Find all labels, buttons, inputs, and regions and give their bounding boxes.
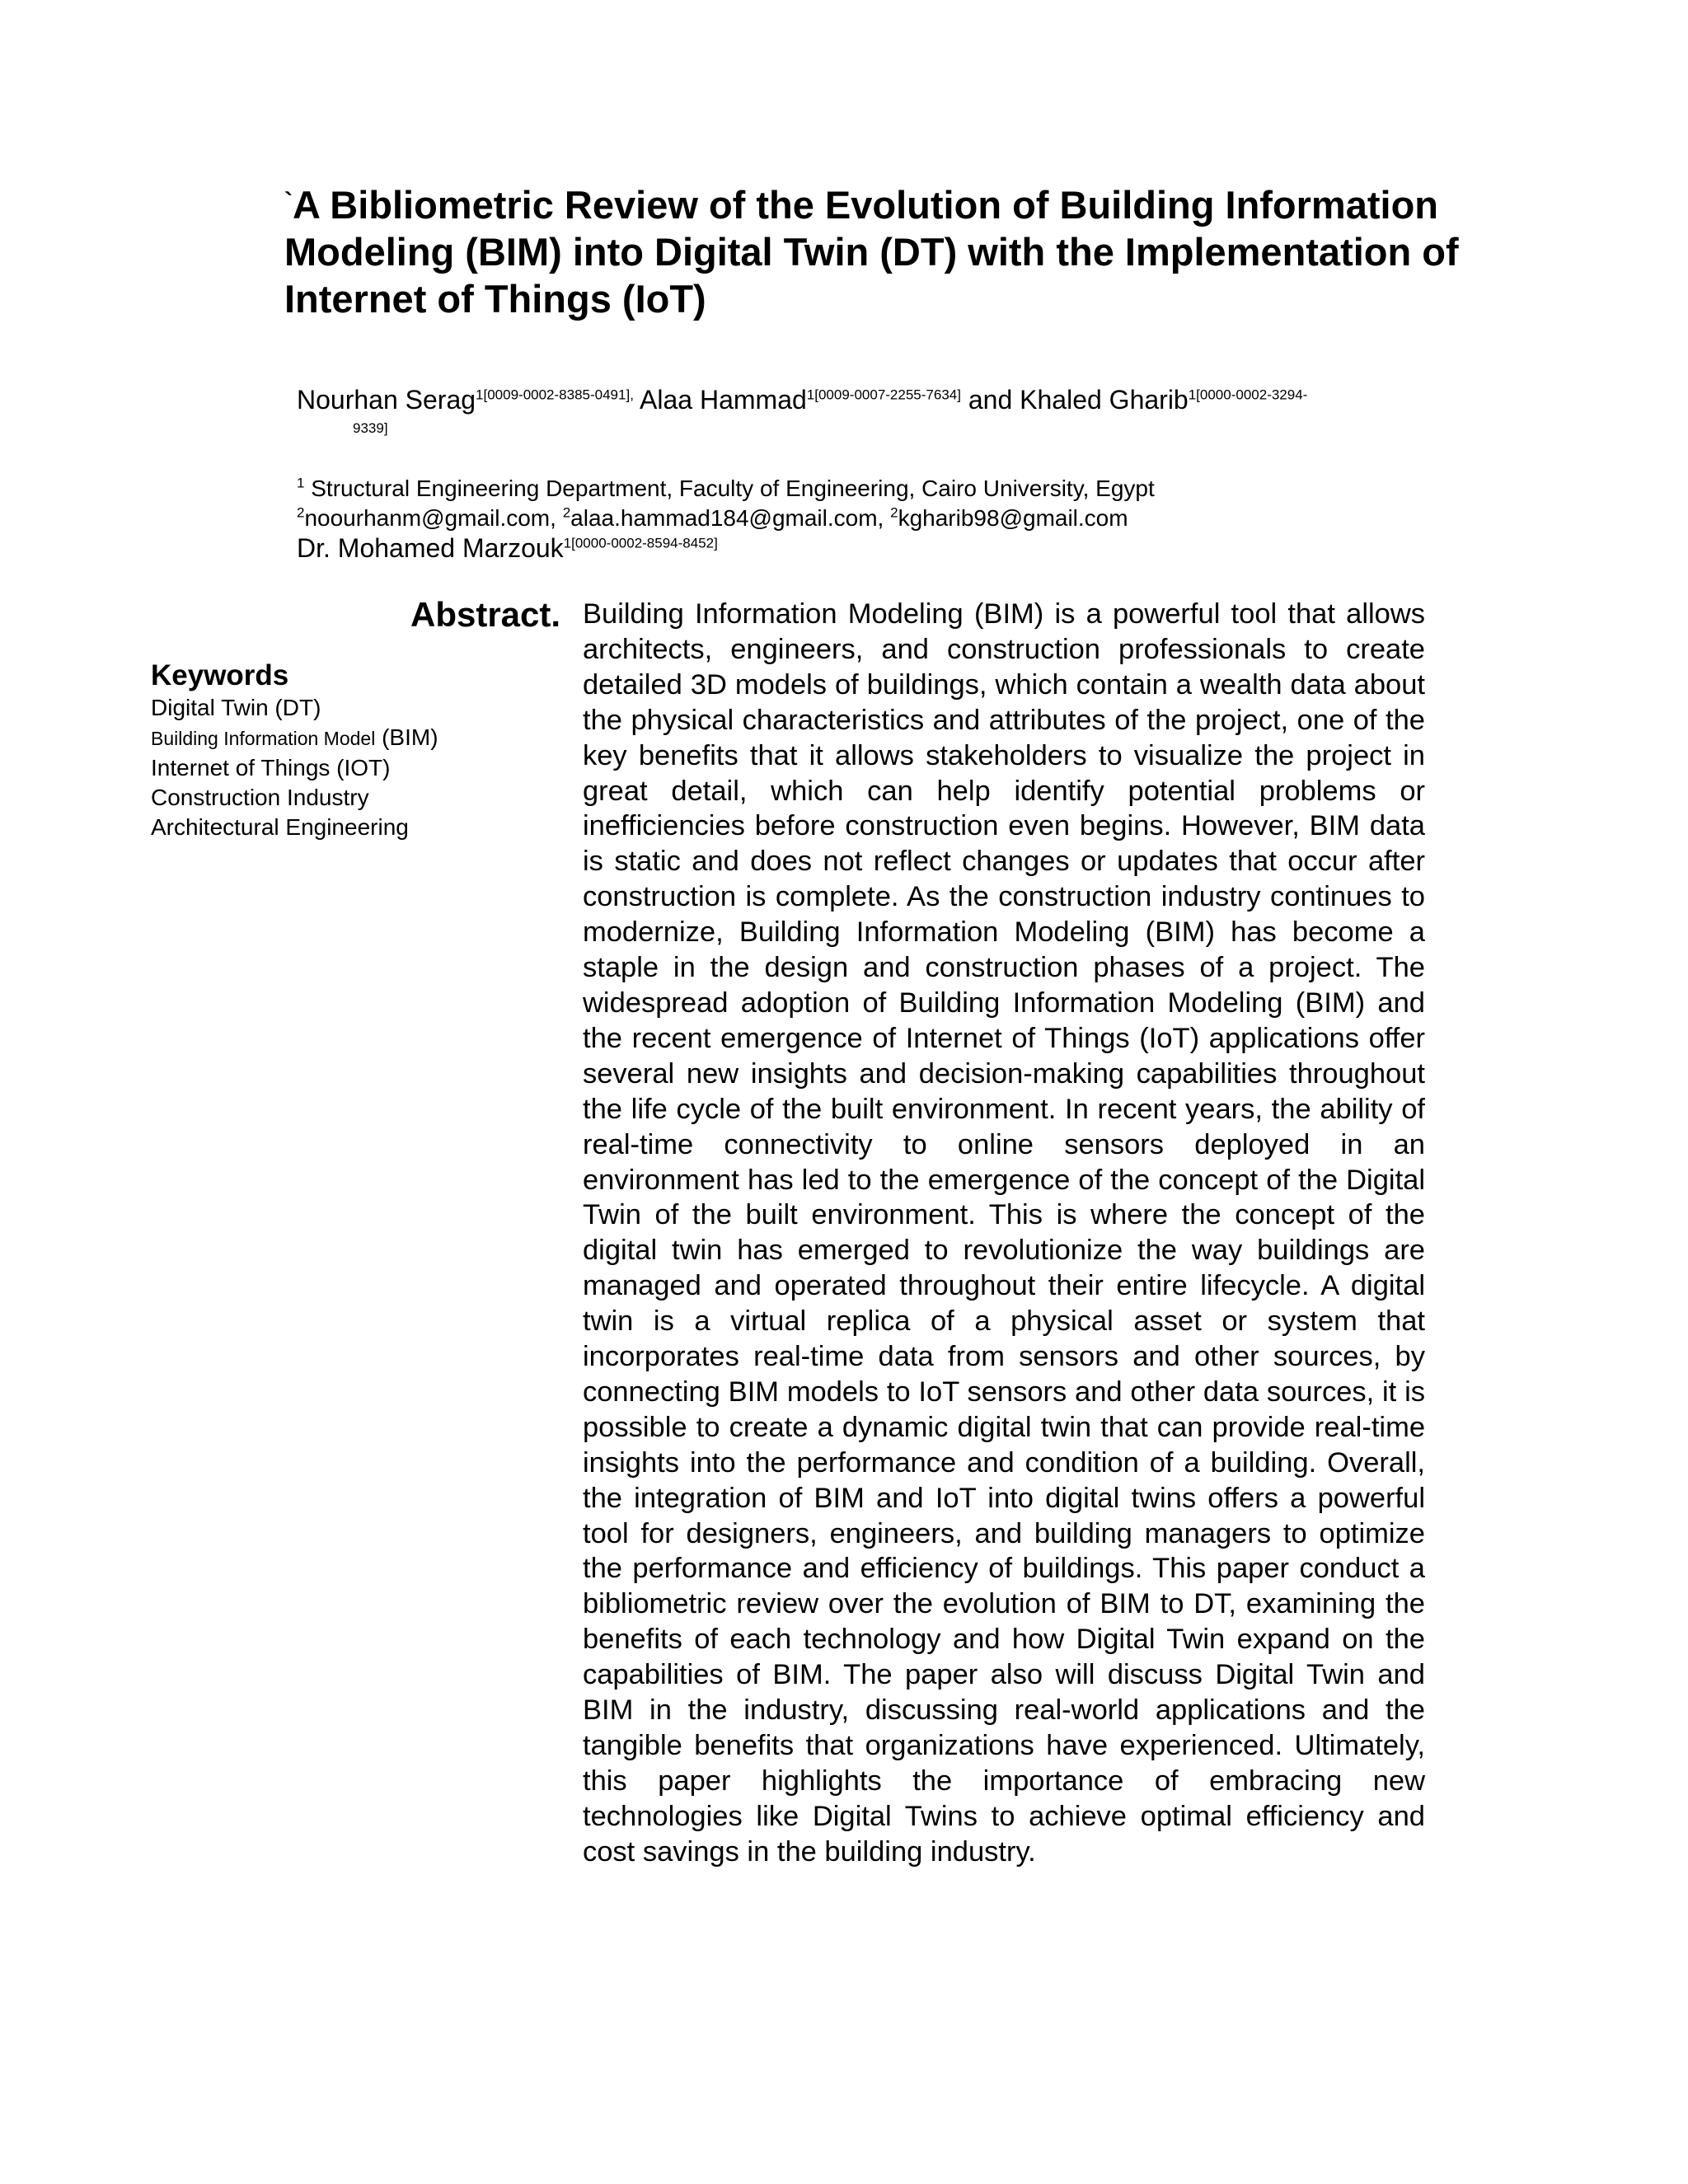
keywords-heading: Keywords — [151, 659, 289, 691]
keyword-item-text: (BIM) — [382, 724, 438, 750]
email-address: kgharib98@gmail.com — [898, 505, 1128, 531]
author-name: Khaled Gharib — [1020, 385, 1189, 415]
author-orcid: 1[0009-0007-2255-7634] — [806, 387, 961, 403]
keyword-item: Construction Industry — [151, 785, 369, 810]
author-name: Nourhan Serag — [297, 385, 476, 415]
affiliation-block — [297, 474, 1484, 563]
abstract-text: Building Information Modeling (BIM) is a powerful tool that allows architects, engineers, and construction professionals to create detailed 3D models of buildings, which contain a wealth data about the physical characteristics and attributes of the project, one of the key benefits that it allows stakeholders to visualize the project in great detail, which can help identify potential problems or inefficiencies before construction even begins. However, BIM data is static and does not reflect changes or updates that occur after construction is complete. As the construction industry continues to modernize, Building Information Modeling (BIM) has become a staple in the design and construction phases of a project. The widespread adoption of Building Information Modeling (BIM) and the recent emergence of Internet of Things (IoT) applications offer several new insights and decision-making capabilities throughout the life cycle of the built environment. In recent years, the ability of real-time connectivity to online sensors deployed in an environment has led to the emergence of the concept of the Digital Twin of the built environment. This is where the concept of the digital twin has emerged to revolutionize the way buildings are managed and operated throughout their entire lifecycle. A digital twin is a virtual replica of a physical asset or system that incorporates real-time data from sensors and other sources, by connecting BIM models to IoT sensors and other data sources, it is possible to create a dynamic digital twin that can provide real-time insights into the performance and condition of a building. Overall, the integration of BIM and IoT into digital twins offers a powerful tool for designers, engineers, and building managers to optimize the performance and efficiency of buildings. This paper conduct a bibliometric review over the evolution of BIM to DT, examining the benefits of each technology and how Digital Twin expand on the capabilities of BIM. The paper also will discuss Digital Twin and BIM in the industry, discussing real-world applications and the tangible benefits that organizations have experienced. Ultimately, this paper highlights the importance of embracing new technologies like Digital Twins to achieve optimal efficiency and cost savings in the building industry. — [583, 598, 1425, 1868]
keywords-sidebar — [151, 658, 513, 842]
paper-title-text: A Bibliometric Review of the Evolution of Building Information Modeling (BIM) into Digital Twin (DT) with the Implementation of Internet of Things (IoT) — [284, 183, 1459, 321]
author-orcid: 1[0009-0002-8385-0491], — [476, 387, 634, 403]
author-conjunction: and — [968, 385, 1013, 415]
email-address: alaa.hammad184@gmail.com, — [570, 505, 891, 531]
email-address: noourhanm@gmail.com, — [304, 505, 563, 531]
extra-author-name: Dr. Mohamed Marzouk — [297, 533, 564, 563]
email-line — [297, 504, 1484, 533]
orcid-continuation: 9339] — [353, 420, 388, 436]
keyword-item: Internet of Things (IOT) — [151, 755, 391, 780]
abstract-label: Abstract. — [410, 595, 561, 634]
author-orcid: 1[0000-0002-3294- — [1188, 387, 1308, 403]
affiliation-text: Structural Engineering Department, Faculty of Engineering, Cairo University, Egypt — [311, 476, 1155, 501]
email-sup: 2 — [562, 504, 571, 521]
affiliation-line — [297, 474, 1484, 504]
affiliation-sup: 1 — [297, 475, 305, 491]
keyword-item: Architectural Engineering — [151, 814, 409, 840]
paper-title — [284, 181, 1488, 322]
keyword-item-text: Building Information Model — [151, 728, 376, 749]
email-sup: 2 — [890, 504, 898, 521]
author-list — [297, 383, 1484, 441]
extra-author-line — [297, 533, 1484, 563]
author-name: Alaa Hammad — [640, 385, 807, 415]
keyword-item — [151, 723, 513, 753]
extra-author-orcid: 1[0000-0002-8594-8452] — [563, 535, 718, 551]
keyword-item: Digital Twin (DT) — [151, 695, 321, 720]
email-sup: 2 — [297, 504, 305, 521]
title-tick-mark: ` — [284, 188, 293, 215]
